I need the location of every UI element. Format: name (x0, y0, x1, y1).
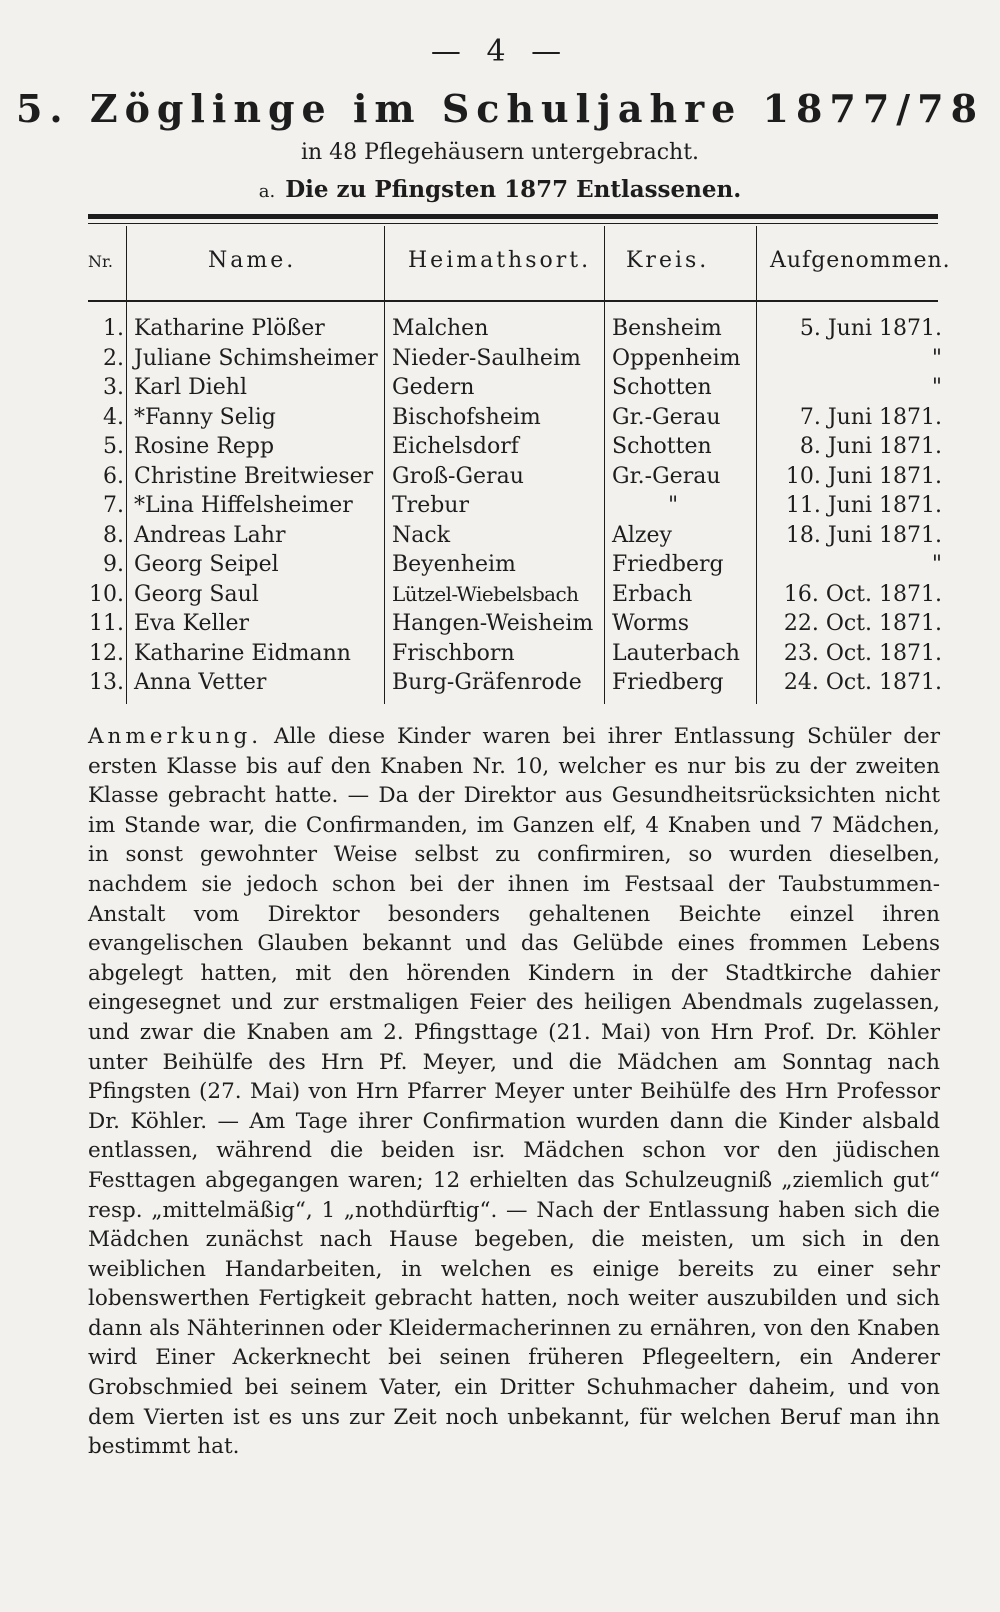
column-header-date: Aufgenommen. (770, 248, 951, 273)
column-header-kreis: Kreis. (626, 248, 710, 273)
row-kreis: " (668, 493, 679, 518)
row-date: " (931, 552, 942, 577)
table-row (0, 609, 1000, 639)
row-date: " (931, 375, 942, 400)
column-header-name: Name. (208, 248, 297, 273)
table-row (0, 639, 1000, 669)
table-row (0, 432, 1000, 462)
table-row (0, 403, 1000, 433)
row-place: Nieder-Saulheim (392, 345, 581, 371)
row-nr: 1. (103, 316, 124, 341)
row-kreis: Worms (612, 611, 690, 636)
subsection-title: Die zu Pfingsten 1877 Entlassenen. (285, 176, 742, 203)
row-place: Lützel-Wiebelsbach (392, 581, 579, 606)
row-place: Gedern (392, 375, 475, 400)
row-name: *Lina Hiffelsheimer (134, 493, 353, 518)
row-kreis: Bensheim (612, 316, 722, 341)
section-subtitle: in 48 Pflegehäusern untergebracht. (300, 140, 700, 165)
table-row (0, 491, 1000, 521)
row-name: Andreas Lahr (134, 522, 286, 548)
row-name: Georg Seipel (134, 552, 279, 577)
row-place: Malchen (392, 316, 489, 341)
remark-text: Alle diese Kinder waren bei ihrer Entlassung Schüler der ersten Klasse bis auf den Knaben Nr. 10, welcher es nur bis zu der zweiten Klasse gebracht hatte. — Da der Direktor aus Gesundheitsrücksichten nicht im Stande war, die Confirmanden, im Ganzen elf, 4 Knaben und 7 Mädchen, in sonst gewohnter Weise selbst zu confirmiren, so wurden dieselben, nachdem sie jedoch schon bei der ihnen im Festsaal der Taubstummen-Anstalt vom Direktor besonders gehaltenen Beichte einzel ihren evangelischen Glauben bekannt und das Gelübde eines frommen Lebens abgelegt hatten, mit den hörenden Kindern in der Stadtkirche dahier eingesegnet und zur erstmaligen Feier des heiligen Abendmals zugelassen, und zwar die Knaben am 2. Pfingsttage (21. Mai) von Hrn Prof. Dr. Köhler unter Beihülfe des Hrn Pf. Meyer, und die Mädchen am Sonntag nach Pfingsten (27. Mai) von Hrn Pfarrer Meyer unter Beihülfe des Hrn Professor Dr. Köhler. — Am Tage ihrer Confirmation wurden dann die Kinder alsbald entlassen, während die beiden isr. Mädchen schon vor den jüdischen Festtagen abgegangen waren; 12 erhielten das Schulzeugniß „ziemlich gut“ resp. „mittelmäßig“, 1 „nothdürftig“. — Nach der Entlassung haben sich die Mädchen zunächst nach Hause begeben, die meisten, um sich in den weiblichen Handarbeiten, in welchen es einige bereits zu einer sehr lobenswerthen Fertigkeit gebracht hatten, noch weiter auszubilden und sich dann als Nähterinnen oder Kleidermacherinnen zu ernähren, von den Knaben wird Einer Ackerknecht bei seinen früheren Pflegeeltern, ein Anderer Grobschmied bei seinem Vater, ein Dritter Schuhmacher daheim, und von dem Vierten ist es uns zur Zeit noch unbekannt, für welchen Beruf man ihn bestimmt hat. (88, 724, 940, 1460)
row-place: Beyenheim (392, 552, 516, 577)
table-row (0, 521, 1000, 551)
subsection-heading (0, 176, 1000, 203)
row-nr: 2. (103, 345, 124, 371)
table-row (0, 550, 1000, 580)
row-place: Nack (392, 522, 451, 548)
row-date: 7. Juni 1871. (799, 404, 942, 430)
row-date: 5. Juni 1871. (799, 316, 942, 341)
row-date: 16. Oct. 1871. (783, 581, 942, 607)
page-number: — 4 — (430, 34, 570, 69)
row-date: 23. Oct. 1871. (783, 640, 942, 666)
row-kreis: Alzey (612, 522, 672, 548)
row-kreis: Schotten (612, 434, 712, 459)
remark-block (88, 722, 940, 1462)
row-name: Rosine Repp (134, 434, 275, 459)
remark-label: Anmerkung. (88, 724, 263, 749)
table-top-rule-thin (88, 223, 938, 224)
row-kreis: Erbach (612, 581, 693, 607)
row-date: 18. Juni 1871. (785, 522, 942, 548)
table-row (0, 314, 1000, 344)
row-name: Juliane Schimsheimer (134, 345, 378, 371)
table-row (0, 580, 1000, 610)
row-nr: 7. (103, 493, 124, 518)
row-name: Eva Keller (134, 611, 250, 636)
row-kreis: Schotten (612, 375, 712, 400)
row-kreis: Oppenheim (612, 345, 741, 371)
row-name: Katharine Plößer (134, 316, 325, 341)
row-name: Katharine Eidmann (134, 640, 351, 666)
row-place: Trebur (392, 493, 469, 518)
row-kreis: Friedberg (612, 670, 724, 695)
row-date: 11. Juni 1871. (785, 493, 942, 518)
row-name: Christine Breitwieser (134, 463, 374, 489)
table-header-rule (88, 300, 938, 302)
section-title: 5. Zöglinge im Schuljahre 1877/78 (15, 86, 985, 131)
row-nr: 5. (103, 434, 124, 459)
remark-paragraph (88, 722, 940, 1462)
row-nr: 9. (103, 552, 124, 577)
row-nr: 8. (103, 522, 124, 548)
column-header-place: Heimathsort. (408, 248, 592, 273)
column-header-nr: Nr. (88, 252, 113, 271)
table-row (0, 344, 1000, 374)
row-nr: 4. (103, 404, 124, 430)
row-name: Karl Diehl (134, 375, 247, 400)
row-date: " (931, 345, 942, 371)
table-row (0, 668, 1000, 698)
row-place: Eichelsdorf (392, 434, 519, 459)
row-place: Burg-Gräfenrode (392, 670, 582, 695)
pupil-table (0, 314, 1000, 698)
row-kreis: Gr.-Gerau (612, 463, 721, 489)
row-kreis: Gr.-Gerau (612, 404, 721, 430)
row-date: 22. Oct. 1871. (783, 611, 942, 636)
row-nr: 6. (103, 463, 124, 489)
row-nr: 3. (103, 375, 124, 400)
row-kreis: Friedberg (612, 552, 724, 577)
row-place: Frischborn (392, 640, 515, 666)
row-place: Groß-Gerau (392, 463, 524, 489)
row-date: 10. Juni 1871. (785, 463, 942, 489)
row-date: 24. Oct. 1871. (783, 670, 942, 695)
row-nr: 12. (89, 640, 124, 666)
row-name: Georg Saul (134, 581, 259, 607)
row-place: Hangen-Weisheim (392, 611, 594, 636)
row-name: *Fanny Selig (134, 404, 276, 430)
row-date: 8. Juni 1871. (799, 434, 942, 459)
row-kreis: Lauterbach (612, 640, 740, 666)
row-nr: 11. (89, 611, 124, 636)
table-top-rule (88, 214, 938, 219)
row-name: Anna Vetter (134, 670, 267, 695)
table-row (0, 462, 1000, 492)
subsection-letter: a. (258, 181, 276, 202)
row-nr: 13. (89, 670, 124, 695)
table-row (0, 373, 1000, 403)
row-place: Bischofsheim (392, 404, 541, 430)
row-nr: 10. (89, 581, 124, 607)
